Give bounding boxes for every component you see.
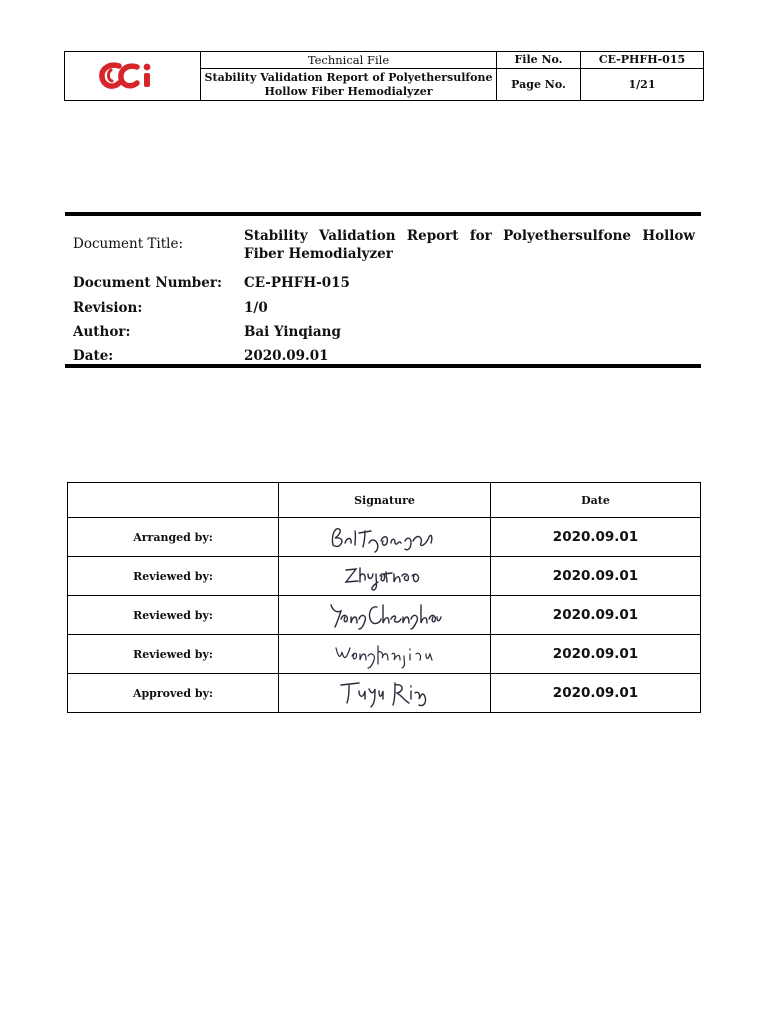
technical-file-label: Technical File bbox=[201, 52, 497, 69]
signature-table bbox=[67, 482, 701, 713]
role-cell: Reviewed by: bbox=[68, 557, 279, 596]
role-cell: Reviewed by: bbox=[68, 596, 279, 635]
company-logo bbox=[65, 52, 201, 100]
date-value: 2020.09.01 bbox=[244, 348, 329, 364]
table-row bbox=[68, 596, 701, 635]
signature-cell bbox=[279, 596, 491, 635]
report-title-line1: Stability Validation Report of Polyethersulfone bbox=[204, 70, 493, 84]
oci-logo-icon bbox=[97, 59, 169, 93]
report-title bbox=[201, 69, 497, 100]
file-no-label: File No. bbox=[497, 52, 581, 69]
document-info-block bbox=[65, 212, 701, 368]
date-cell: 2020.09.01 bbox=[491, 518, 701, 557]
handwritten-signature-icon bbox=[340, 560, 430, 592]
document-number-value: CE-PHFH-015 bbox=[244, 275, 350, 291]
role-cell: Approved by: bbox=[68, 674, 279, 713]
handwritten-signature-icon bbox=[325, 521, 445, 553]
page-no-value: 1/21 bbox=[628, 77, 656, 91]
table-row bbox=[68, 635, 701, 674]
revision-row bbox=[73, 300, 695, 316]
author-value: Bai Yinqiang bbox=[244, 324, 341, 340]
author-row bbox=[73, 324, 695, 340]
report-title-line2: Hollow Fiber Hemodialyzer bbox=[264, 84, 433, 98]
date-row bbox=[73, 348, 695, 364]
revision-label: Revision: bbox=[73, 300, 143, 316]
table-row bbox=[68, 674, 701, 713]
handwritten-signature-icon bbox=[330, 638, 440, 670]
document-number-row bbox=[73, 275, 695, 291]
author-label: Author: bbox=[73, 324, 131, 340]
document-number-label: Document Number: bbox=[73, 275, 222, 291]
date-label: Date: bbox=[73, 348, 114, 364]
handwritten-signature-icon bbox=[325, 599, 445, 631]
file-no-value: CE-PHFH-015 bbox=[581, 52, 703, 69]
signature-cell bbox=[279, 557, 491, 596]
role-cell: Reviewed by: bbox=[68, 635, 279, 674]
document-title-label: Document Title: bbox=[73, 236, 184, 252]
document-header bbox=[64, 51, 704, 101]
date-cell: 2020.09.01 bbox=[491, 557, 701, 596]
document-title-value: Stability Validation Report for Polyethersulfone Hollow Fiber Hemodialyzer bbox=[244, 228, 695, 262]
signature-cell bbox=[279, 518, 491, 557]
page-no-label: Page No. bbox=[497, 69, 581, 100]
date-cell: 2020.09.01 bbox=[491, 635, 701, 674]
document-title-row bbox=[73, 227, 695, 263]
date-cell: 2020.09.01 bbox=[491, 596, 701, 635]
revision-value: 1/0 bbox=[244, 300, 268, 316]
header-signature-cell: Signature bbox=[279, 483, 491, 518]
header-role-cell bbox=[68, 483, 279, 518]
role-cell: Arranged by: bbox=[68, 518, 279, 557]
signature-cell bbox=[279, 635, 491, 674]
header-date-cell: Date bbox=[491, 483, 701, 518]
table-row bbox=[68, 518, 701, 557]
handwritten-signature-icon bbox=[335, 677, 435, 709]
signature-cell bbox=[279, 674, 491, 713]
date-cell: 2020.09.01 bbox=[491, 674, 701, 713]
table-row bbox=[68, 557, 701, 596]
signature-table-header bbox=[68, 483, 701, 518]
